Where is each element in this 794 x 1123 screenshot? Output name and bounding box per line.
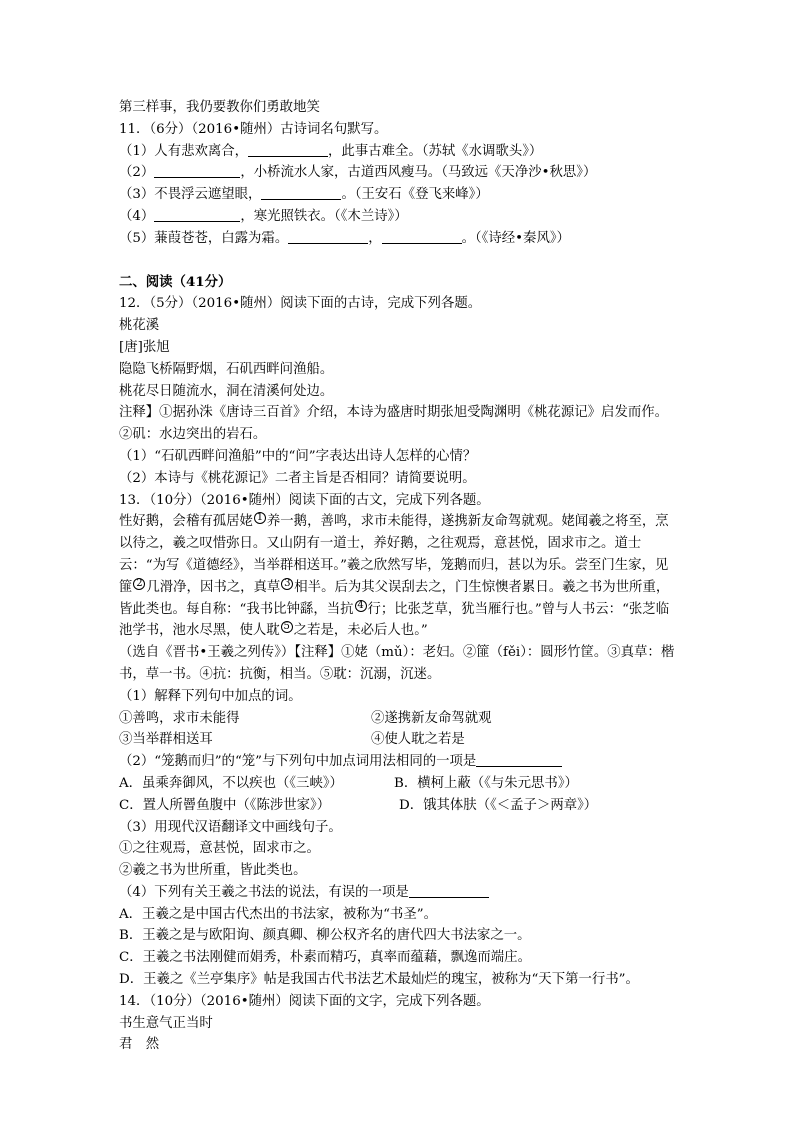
q13-sub-2-options-cd: C．置人所罾鱼腹中（《陈涉世家》） D．饿其体肤（《＜孟子＞两章》） <box>119 797 598 813</box>
note-marker: 1 <box>254 512 266 524</box>
intro-line: 第三样事，我仍要教你们勇敢地笑 <box>119 100 320 115</box>
article-title: 书生意气正当时 <box>119 1015 213 1031</box>
poem-verse-1: 隐隐飞桥隔野烟，石矶西畔问渔船。 <box>119 361 334 377</box>
q11-item-5: （5）蒹葭苍苍，白露为霜。 ， 。（《诗经•秦风》） <box>119 230 570 246</box>
answer-blank[interactable] <box>261 185 341 200</box>
q13-sub-3-a: ①之往观焉，意甚悦，固求市之。 <box>119 841 320 857</box>
classical-passage: 性好鹅，会稽有孤居姥 $^1$ 养一鹅，善鸣，求市未能得，遂携新友命驾就观。姥闻羲之将至，烹以待之，羲之叹惜弥日。又山阴有一道士，养好鹅，之往观焉，意甚悦，固求市之。道士云：“为写《道德经》，当举群相送耳。”羲之欣然写毕，笼鹅而归，甚以为乐。尝至门生家，见篚 $^2$ 几滑净，因书之，真草 $^3$ 相半。后为其父误刮去之，门生惊懊者累日。羲之书为世所重，皆此类也。每自称：“我书比钟繇，当抗 $^4$ 行；比张芝草，犹当雁行也。”曾与人书云：“张芝临池学书，池水尽黑，使人耽 $^5$ 之若是，未必后人也。” <box>119 512 670 639</box>
q13-sub-4: （4）下列有关王羲之书法的说法，有误的一项是 <box>119 882 679 904</box>
article-author: 君 然 <box>119 1037 160 1053</box>
note-marker: 3 <box>281 578 293 590</box>
poem-author: [唐]张旭 <box>119 339 170 355</box>
q13-sub-3: （3）用现代汉语翻译文中画线句子。 <box>119 819 342 835</box>
q12-sub-2: （2）本诗与《桃花源记》二者主旨是否相同？请简要说明。 <box>119 470 476 486</box>
q12-head: 12．（5分）（2016•随州）阅读下面的古诗，完成下列各题。 <box>119 296 482 312</box>
answer-blank[interactable] <box>288 229 368 244</box>
q11-item-3: （3）不畏浮云遮望眼， 。（王安石《登飞来峰》） <box>119 187 489 203</box>
q11-item-2: （2） ，小桥流水人家，古道西风瘦马。（马致远《天净沙•秋思》） <box>119 165 597 181</box>
note-marker: 2 <box>133 578 145 590</box>
exam-page <box>119 97 679 1056</box>
question-13 <box>119 490 679 991</box>
q11-head: 11．（6分）（2016•随州）古诗词名句默写。 <box>119 121 388 137</box>
q13-sub-2-options-ab: A．虽乘奔御风，不以疾也（《三峡》） B．横柯上蔽（《与朱元思书》） <box>119 775 578 791</box>
q13-sub-4-option-b: B．王羲之是与欧阳询、颜真卿、柳公权齐名的唐代四大书法家之一。 <box>119 928 531 944</box>
poem-note: 注释】①据孙洙《唐诗三百首》介绍，本诗为盛唐时期张旭受陶渊明《桃花源记》启发而作。②矶：水边突出的岩石。 <box>119 405 669 443</box>
q13-sub-3-b: ②羲之书为世所重，皆此类也。 <box>119 863 307 879</box>
answer-blank[interactable] <box>476 752 562 767</box>
q11-item-4: （4） ，寒光照铁衣。（《木兰诗》） <box>119 208 408 224</box>
q13-sub-4-option-c: C．王羲之书法刚健而娟秀，朴素而精巧，真率而蕴藉，飘逸而端庄。 <box>119 950 531 966</box>
answer-blank[interactable] <box>154 163 240 178</box>
answer-blank[interactable] <box>409 883 489 898</box>
question-12 <box>119 293 679 489</box>
answer-blank[interactable] <box>248 142 328 157</box>
note-marker: 5 <box>281 621 293 633</box>
q14-head: 14．（10分）（2016•随州）阅读下面的文字，完成下列各题。 <box>119 993 490 1009</box>
section-heading-reading: 二、阅读（41分） <box>119 273 232 290</box>
q13-head: 13．（10分）（2016•随州）阅读下面的古文，完成下列各题。 <box>119 492 490 508</box>
question-14 <box>119 991 679 1056</box>
q13-sub-1: （1）解释下列句中加点的词。 <box>119 688 302 704</box>
q13-sub-1-row-2: ③当举群相送耳 ④使人耽之若是 <box>119 732 465 748</box>
poem-verse-2: 桃花尽日随流水，洞在清溪何处边。 <box>119 383 334 399</box>
question-11 <box>119 119 679 250</box>
poem-title: 桃花溪 <box>119 318 160 334</box>
q13-sub-1-row-1: ①善鸣，求市未能得 ②遂携新友命驾就观 <box>119 710 492 726</box>
passage-source-notes: （选自《晋书•王羲之列传》）【注释】①姥（mǔ）：老妇。②篚（fěi）：圆形竹筐。③真草：楷书，草一书。④抗：抗衡，相当。⑤耽：沉溺，沉迷。 <box>119 645 675 682</box>
note-marker: 4 <box>355 600 367 612</box>
q11-item-1: （1）人有悲欢离合， ，此事古难全。（苏轼《水调歌头》） <box>119 143 543 159</box>
answer-blank[interactable] <box>382 229 462 244</box>
q13-sub-4-option-a: A．王羲之是中国古代杰出的书法家，被称为“书圣”。 <box>119 906 437 922</box>
q13-sub-4-option-d: D．王羲之《兰亭集序》帖是我国古代书法艺术最灿烂的瑰宝，被称为“天下第一行书”。 <box>119 972 639 988</box>
q12-sub-1: （1）“石矶西畔问渔船”中的“问”字表达出诗人怎样的心情？ <box>119 448 477 464</box>
answer-blank[interactable] <box>154 207 240 222</box>
q13-sub-2: （2）“笼鹅而归”的“笼”与下列句中加点词用法相同的一项是 <box>119 751 679 773</box>
